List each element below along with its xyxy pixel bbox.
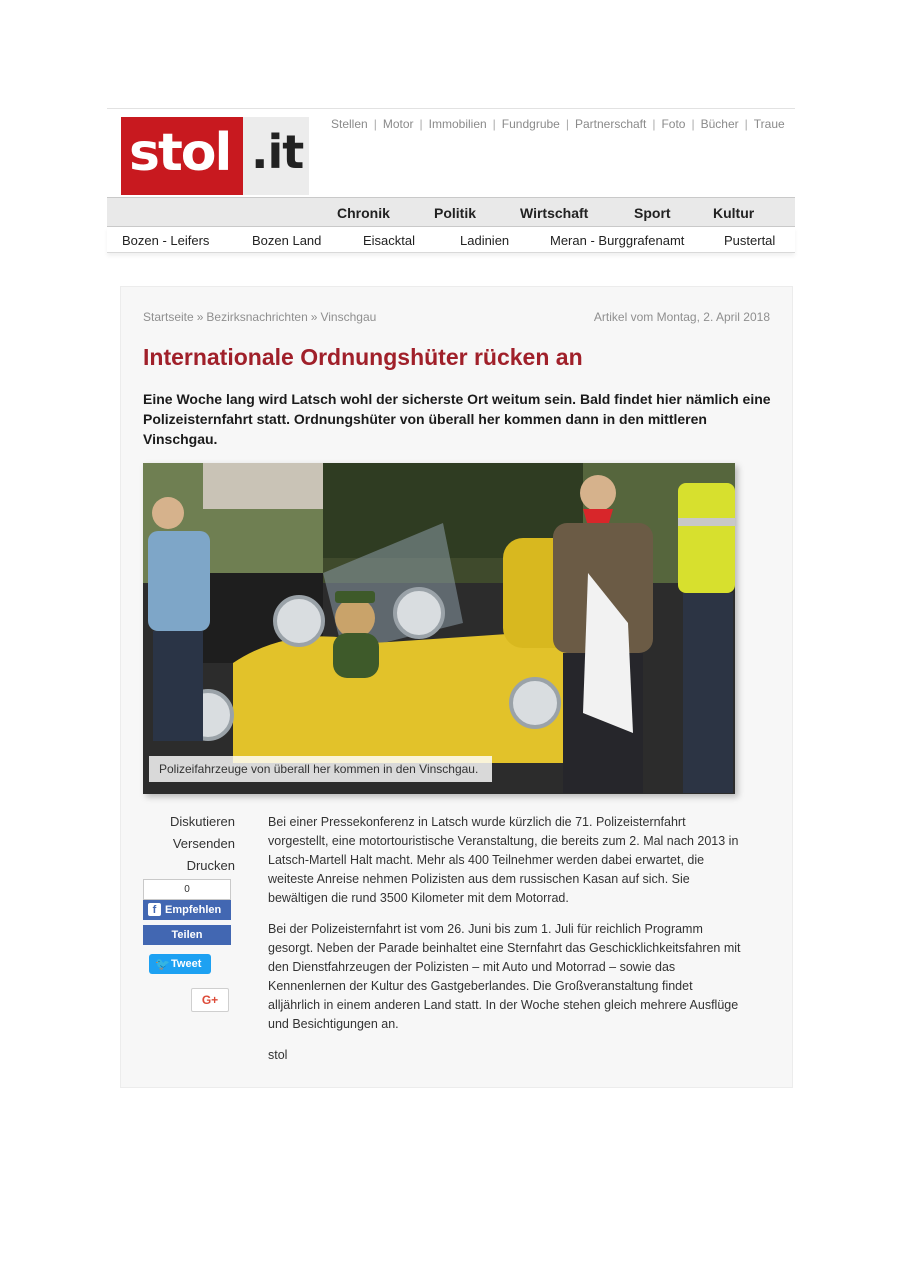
main-nav-politik[interactable]: Politik xyxy=(434,205,477,221)
article-author: stol xyxy=(268,1048,288,1062)
separator: | xyxy=(373,117,377,131)
breadcrumb xyxy=(143,310,376,324)
region-nav-eisacktal[interactable]: Eisacktal xyxy=(363,233,416,248)
article-headline: Internationale Ordnungshüter rücken an xyxy=(143,344,583,370)
region-nav xyxy=(107,227,795,253)
facebook-icon: f xyxy=(148,903,161,916)
region-nav-bozen-leifers[interactable]: Bozen - Leifers xyxy=(122,233,210,248)
twitter-bird-icon: 🐦 xyxy=(155,957,170,971)
share-column xyxy=(143,811,235,1007)
print-link[interactable]: Drucken xyxy=(186,858,235,873)
separator: | xyxy=(492,117,496,131)
region-nav-bozen-land[interactable]: Bozen Land xyxy=(252,233,322,248)
facebook-like-count: 0 xyxy=(143,879,231,900)
main-nav-kultur[interactable]: Kultur xyxy=(713,205,755,221)
article-card xyxy=(120,286,793,1088)
article-paragraph: Bei der Polizeisternfahrt ist vom 26. Juni bis zum 1. Juli für reichlich Programm gesorgt. Neben der Parade beinhaltet eine Sternfahrt das Geschicklichkeitsfahren mit den Dienstfahrzeugen der Polizisten – mit Auto und Motorrad – sowie das Kennenlernen der Kultur des Gastgeberlandes. Die Großveranstaltung findet alljährlich in einem anderen Land statt. In der Woche stehen gleich mehrere Ausflüge und Besichtigungen an. xyxy=(268,922,741,1031)
facebook-like-label: Empfehlen xyxy=(165,904,222,916)
facebook-like-button[interactable] xyxy=(143,900,231,920)
site-header xyxy=(107,108,795,258)
separator: | xyxy=(652,117,656,131)
top-link-foto[interactable]: Foto xyxy=(661,117,686,131)
logo-red-block xyxy=(121,117,243,195)
top-link-buecher[interactable]: Bücher xyxy=(700,117,739,131)
breadcrumb-vinschgau[interactable]: Vinschgau xyxy=(320,310,377,324)
breadcrumb-bezirksnachrichten[interactable]: Bezirksnachrichten xyxy=(206,310,308,324)
main-nav xyxy=(107,197,795,227)
tweet-button[interactable] xyxy=(149,954,211,974)
separator: | xyxy=(419,117,423,131)
logo-main-text: stol xyxy=(129,123,231,183)
top-link-stellen[interactable]: Stellen xyxy=(331,117,368,131)
article-body xyxy=(268,813,748,1077)
top-link-traue[interactable]: Traue xyxy=(753,117,785,131)
top-link-fundgrube[interactable]: Fundgrube xyxy=(501,117,560,131)
main-nav-chronik[interactable]: Chronik xyxy=(337,205,390,221)
breadcrumb-separator: » xyxy=(310,310,318,324)
top-link-partnerschaft[interactable]: Partnerschaft xyxy=(574,117,647,131)
main-nav-wirtschaft[interactable]: Wirtschaft xyxy=(520,205,589,221)
separator: | xyxy=(744,117,748,131)
region-nav-ladinien[interactable]: Ladinien xyxy=(460,233,510,248)
send-link[interactable]: Versenden xyxy=(172,836,235,851)
trike-photo-illustration xyxy=(143,463,735,794)
separator: | xyxy=(565,117,569,131)
main-nav-sport[interactable]: Sport xyxy=(634,205,671,221)
photo-caption: Polizeifahrzeuge von überall her kommen in den Vinschgau. xyxy=(149,756,492,782)
logo-grey-block xyxy=(243,117,309,195)
article-lead: Eine Woche lang wird Latsch wohl der sicherste Ort weitum sein. Bald findet hier nämlich eine Polizeisternfahrt statt. Ordnungshüter von überall her kommen dann in den mittleren Vinschgau. xyxy=(143,391,771,447)
region-nav-pustertal[interactable]: Pustertal xyxy=(724,233,776,248)
top-link-immobilien[interactable]: Immobilien xyxy=(428,117,487,131)
breadcrumb-separator: » xyxy=(196,310,204,324)
breadcrumb-startseite[interactable]: Startseite xyxy=(143,310,194,324)
logo-suffix-text: .it xyxy=(251,125,304,179)
article-paragraph: Bei einer Pressekonferenz in Latsch wurde kürzlich die 71. Polizeisternfahrt vorgestellt, eine motortouristische Veranstaltung, die bereits zum 2. Mal nach 2013 in Latsch-Martell Halt macht. Mehr als 400 Teilnehmer werden dabei erwartet, die weiteste Anreise nehmen Polizisten aus dem russischen Kasan auf sich. Sie bewältigen die rund 3500 Kilometer mit dem Motorrad. xyxy=(268,815,739,905)
article-date: Artikel vom Montag, 2. April 2018 xyxy=(593,310,770,324)
discuss-link[interactable]: Diskutieren xyxy=(169,814,235,829)
separator: | xyxy=(691,117,695,131)
top-links xyxy=(331,117,795,131)
google-plus-button[interactable]: G+ xyxy=(191,988,229,1012)
article-photo[interactable] xyxy=(143,463,735,794)
region-nav-meran-burggrafenamt[interactable]: Meran - Burggrafenamt xyxy=(550,233,685,248)
tweet-label: Tweet xyxy=(171,958,202,970)
top-link-motor[interactable]: Motor xyxy=(382,117,414,131)
facebook-share-button[interactable]: Teilen xyxy=(143,925,231,945)
